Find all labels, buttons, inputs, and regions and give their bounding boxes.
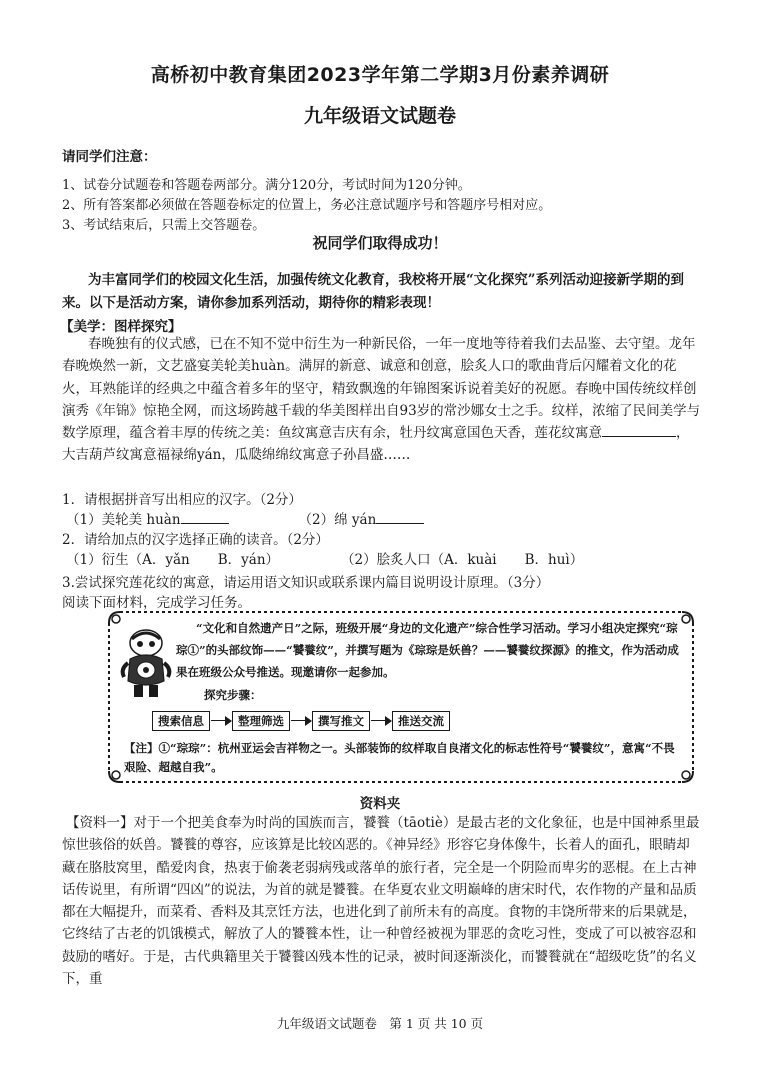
scroll-activity-text: “文化和自然遗产日”之际，班级开展“身边的文化遗产”综合性学习活动。学习小组决定探究“琮琮①”的头部纹饰——“饕餮纹”，并撰写题为《琮琮是妖兽？——饕餮纹探源》的推文，作为活动成果在班级公众号推送。现邀请你一起参加。 xyxy=(176,621,679,679)
step-organize: 整理筛选 xyxy=(232,711,290,731)
right-arrow-icon xyxy=(370,716,392,726)
section-heading-aesthetics: 【美学：图样探究】 xyxy=(60,319,182,335)
exam-subtitle: 九年级语文试题卷 xyxy=(303,105,456,127)
right-arrow-icon xyxy=(290,716,312,726)
q1-item-2: （2）绵 yán xyxy=(298,512,377,528)
q1-item-1: （1）美轮美 huàn xyxy=(66,512,181,528)
page-footer: 九年级语文试题卷 第 1 页 共 10 页 xyxy=(276,1016,484,1031)
steps-flow xyxy=(152,711,450,731)
q2-item-1-b: B．yán） xyxy=(217,552,280,568)
notice-item-1: 1、试卷分试题卷和答题卷两部分。满分120分，考试时间为120分钟。 xyxy=(62,178,471,193)
step-search-info: 搜索信息 xyxy=(152,711,210,731)
q2-item-2-b: B．huì） xyxy=(524,552,584,568)
steps-label: 探究步骤： xyxy=(204,688,262,702)
scroll-footnote: 【注】①“琮琮”：杭州亚运会吉祥物之一。头部装饰的纹样取自良渚文化的标志性符号“饕餮纹”，意寓“不畏艰险、超越自我”。 xyxy=(124,741,675,774)
passage-part-a: 春晚独有的仪式感，已在不知不觉中衍生为一种新民俗，一年一度地等待着我们去品鉴、去守望。龙年春晚焕然一新，文艺盛宴美轮美huàn。满屏的新意、诚意和创意，脍炙人口的歌曲背后闪耀着文化的花火，耳熟能详的经典之中蕴含着多年的坚守，精致飘逸的年锦图案诉说着美好的祝愿。春晚中国传统纹样创演秀《年锦》惊艳全网，而这场跨越千载的华美图样出自93岁的常沙娜女士之手。纹样，浓缩了民间美学与数学原理，蕴含着丰厚的传统之美：鱼纹寓意吉庆有余，牡丹纹寓意国色天香，莲花纹寓意 xyxy=(62,336,701,442)
answer-blank-lotus xyxy=(602,422,676,437)
q1-blank-2 xyxy=(376,509,424,524)
congcong-mascot-icon xyxy=(118,625,174,705)
q2-item-1: （1）衍生（A．yǎn xyxy=(66,552,190,568)
question-1-items xyxy=(66,508,424,528)
resources-heading: 资料夹 xyxy=(359,796,401,812)
reading-instruction: 阅读下面材料，完成学习任务。 xyxy=(62,595,251,611)
passage-part-b: ，大吉葫芦纹寓意福禄绵yán，瓜瓞绵绵纹寓意子孙昌盛…… xyxy=(62,425,690,464)
q2-item-2: （2）脍炙人口（A．kuài xyxy=(341,552,497,568)
exam-title: 高桥初中教育集团2023学年第二学期3月份素养调研 xyxy=(150,64,610,86)
step-write-post: 撰写推文 xyxy=(312,711,370,731)
good-luck-line: 祝同学们取得成功！ xyxy=(312,234,448,252)
q1-blank-1 xyxy=(181,509,229,524)
question-2-items xyxy=(66,548,583,568)
question-2: 2．请给加点的汉字选择正确的读音。（2分） xyxy=(62,532,329,548)
resource-one-text: 【资料一】对于一个把美食奉为时尚的国族而言，饕餮（tāotiè）是最古老的文化象征，也是中国神系里最惊世骇俗的妖兽。饕餮的尊容，应该算是比较凶恶的。《神异经》形容它身体像牛，长着人的面孔，眼睛却藏在胳肢窝里，酷爱肉食，热衷于偷袭老弱病残或落单的旅行者，完全是一个阴险而卑劣的恶棍。在上古神话传说里，有所谓“四凶”的说法，为首的就是饕餮。在华夏农业文明巅峰的唐宋时代，农作物的产量和品质都在大幅提升，而菜肴、香料及其烹饪方法，也进化到了前所未有的高度。食物的丰饶所带来的后果就是，它终结了古老的饥饿模式，解放了人的饕餮本性，让一种曾经被视为罪恶的贪吃习性，变成了可以被容忍和鼓励的嗜好。于是，古代典籍里关于饕餮凶残本性的记录，被时间逐渐淡化，而饕餮就在“超级吃货”的名义下，重 xyxy=(62,815,700,988)
step-share: 推送交流 xyxy=(392,711,450,731)
activity-intro: 为丰富同学们的校园文化生活，加强传统文化教育，我校将开展“文化探究”系列活动迎接新学期的到来。以下是活动方案，请你参加系列活动，期待你的精彩表现！ xyxy=(62,272,685,311)
notice-heading: 请同学们注意： xyxy=(62,149,157,165)
passage-nianjin xyxy=(62,333,702,467)
notice-item-2: 2、所有答案都必须做在答题卷标定的位置上，务必注意试题序号和答题序号相对应。 xyxy=(62,198,552,213)
activity-scroll-box xyxy=(106,609,696,785)
question-3: 3.尝试探究莲花纹的寓意，请运用语文知识或联系课内篇目说明设计原理。（3分） xyxy=(62,575,550,591)
question-1: 1．请根据拼音写出相应的汉字。（2分） xyxy=(62,492,302,508)
right-arrow-icon xyxy=(210,716,232,726)
notice-item-3: 3、考试结束后，只需上交答题卷。 xyxy=(62,218,266,233)
